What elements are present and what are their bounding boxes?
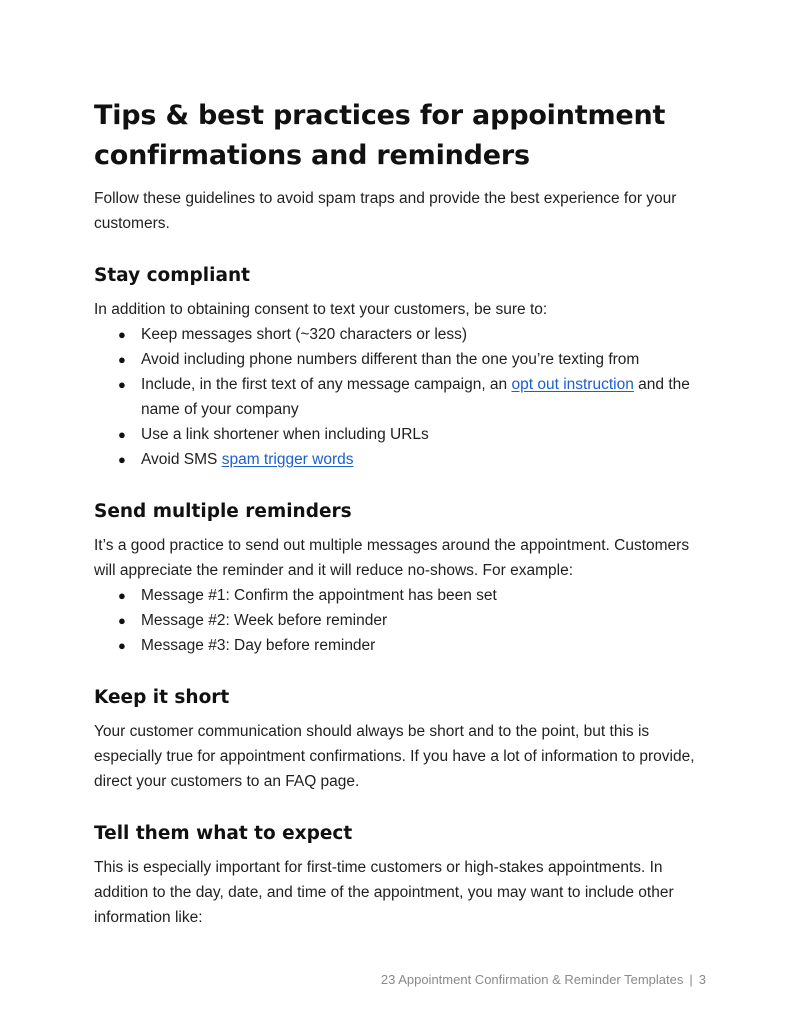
list-item [94, 633, 714, 658]
section-tell-them-what-to-expect [94, 821, 714, 930]
list-item-text: Message #2: Week before reminder [141, 612, 388, 629]
bullet-icon: ● [118, 327, 126, 342]
section-body: This is especially important for first-time customers or high-stakes appointments. In addition to the day, date, and time of the appointment, you may want to include other information like: [94, 859, 674, 926]
section-heading: Stay compliant [94, 265, 250, 286]
list-item-text: Avoid including phone numbers different than the one you’re texting from [141, 351, 640, 368]
spam-trigger-words-link[interactable]: spam trigger words [221, 451, 354, 468]
list-item [94, 447, 714, 472]
section-heading: Tell them what to expect [94, 823, 353, 844]
section-lead: In addition to obtaining consent to text your customers, be sure to: [94, 301, 548, 318]
bullet-icon: ● [118, 352, 126, 367]
list-item [94, 422, 714, 447]
bullet-list [94, 583, 714, 658]
section-body: Your customer communication should always be short and to the point, but this is especially true for appointment confirmations. If you have a lot of information to provide, direct your customers to an FAQ page. [94, 723, 695, 790]
page-title: Tips & best practices for appointment confirmations and reminders [94, 100, 666, 171]
opt-out-instruction-link[interactable]: opt out instruction [511, 376, 634, 393]
bullet-icon: ● [118, 613, 126, 628]
section-heading: Keep it short [94, 687, 230, 708]
document-page [94, 96, 714, 930]
intro-paragraph: Follow these guidelines to avoid spam traps and provide the best experience for your customers. [94, 190, 677, 232]
section-send-multiple-reminders [94, 499, 714, 658]
list-item [94, 322, 714, 347]
bullet-icon: ● [118, 452, 126, 467]
list-item [94, 608, 714, 633]
footer-separator: | [689, 972, 693, 987]
bullet-icon: ● [118, 427, 126, 442]
section-heading: Send multiple reminders [94, 501, 352, 522]
list-item-text-before: Include, in the first text of any message campaign, an [141, 376, 512, 393]
section-keep-it-short [94, 685, 714, 794]
section-lead: It’s a good practice to send out multiple messages around the appointment. Customers will appreciate the reminder and it will reduce no-shows. For example: [94, 537, 690, 579]
list-item-text: Message #3: Day before reminder [141, 637, 376, 654]
page-number: 3 [698, 972, 706, 987]
bullet-list [94, 322, 714, 472]
list-item [94, 347, 714, 372]
list-item-text: Use a link shortener when including URLs [141, 426, 429, 443]
bullet-icon: ● [118, 588, 126, 603]
list-item-text: Message #1: Confirm the appointment has been set [141, 587, 497, 604]
list-item [94, 583, 714, 608]
footer-doc-title: 23 Appointment Confirmation & Reminder Templates [380, 972, 684, 987]
list-item-text-before: Avoid SMS [141, 451, 222, 468]
section-stay-compliant [94, 263, 714, 472]
bullet-icon: ● [118, 638, 126, 653]
list-item [94, 372, 714, 422]
page-footer [381, 970, 706, 990]
bullet-icon: ● [118, 377, 126, 392]
list-item-text-after: and the name of your company [141, 376, 690, 418]
list-item-text: Keep messages short (~320 characters or less) [141, 326, 468, 343]
